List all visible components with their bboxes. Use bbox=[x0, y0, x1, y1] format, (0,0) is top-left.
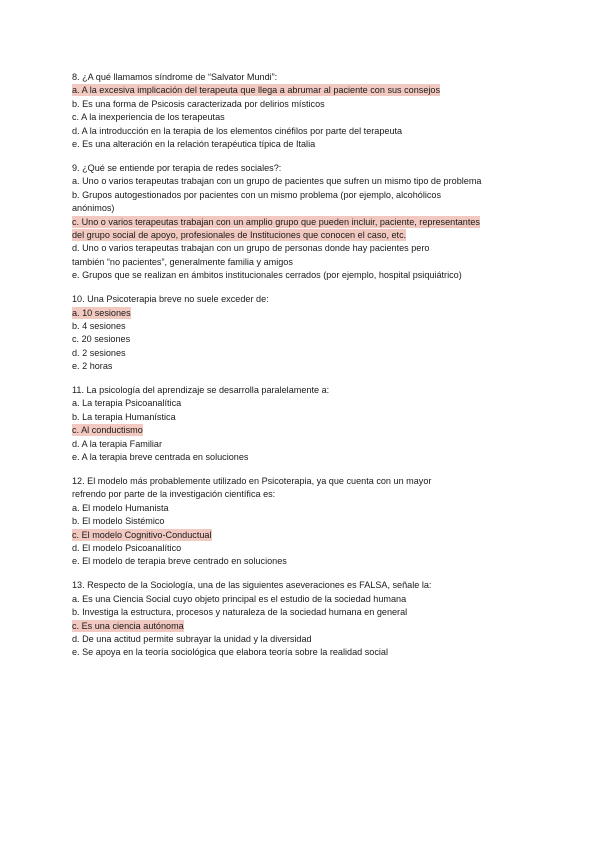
question-title: 8. ¿A qué llamamos síndrome de “Salvator Mundi”: bbox=[72, 72, 278, 82]
option-c bbox=[72, 620, 532, 633]
option-a: a. La terapia Psicoanalítica bbox=[72, 398, 182, 409]
question-10 bbox=[72, 293, 532, 373]
question-title: 12. El modelo más probablemente utilizado en Psicoterapia, ya que cuenta con un mayor bbox=[72, 475, 432, 486]
question-8 bbox=[72, 71, 532, 151]
option-a bbox=[72, 307, 532, 320]
option-d-cont: también “no pacientes”, generalmente familia y amigos bbox=[72, 256, 293, 267]
option-b: b. Es una forma de Psicosis caracterizada por delirios místicos bbox=[72, 98, 325, 109]
option-e: e. Se apoya en la teoría sociológica que elabora teoría sobre la realidad social bbox=[72, 647, 388, 658]
option-b: b. Investiga la estructura, procesos y naturaleza de la sociedad humana en general bbox=[72, 607, 408, 618]
option-a: a. Es una Ciencia Social cuyo objeto principal es el estudio de la sociedad humana bbox=[72, 593, 407, 604]
option-c bbox=[72, 529, 532, 542]
option-a bbox=[72, 84, 532, 97]
answer-highlight: c. Uno o varios terapeutas trabajan con un amplio grupo que pueden incluir, paciente, representantes bbox=[72, 216, 480, 227]
option-e: e. A la terapia breve centrada en soluciones bbox=[72, 452, 249, 463]
answer-highlight: c. Es una ciencia autónoma bbox=[72, 620, 184, 631]
option-b: b. El modelo Sistémico bbox=[72, 516, 165, 527]
option-c: c. A la inexperiencia de los terapeutas bbox=[72, 112, 225, 123]
option-d: d. Uno o varios terapeutas trabajan con un grupo de personas donde hay pacientes pero bbox=[72, 243, 430, 254]
question-12 bbox=[72, 475, 532, 569]
option-b: b. 4 sesiones bbox=[72, 320, 126, 331]
question-title: 11. La psicología del aprendizaje se desarrolla paralelamente a: bbox=[72, 385, 330, 396]
question-11 bbox=[72, 384, 532, 464]
option-c bbox=[72, 216, 532, 229]
answer-highlight: c. Al conductismo bbox=[72, 425, 143, 436]
option-b: b. Grupos autogestionados por pacientes con un mismo problema (por ejemplo, alcohólicos bbox=[72, 189, 442, 200]
option-d: d. A la terapia Familiar bbox=[72, 438, 162, 449]
option-e: e. 2 horas bbox=[72, 361, 113, 372]
document-page bbox=[72, 71, 532, 670]
answer-highlight: a. A la excesiva implicación del terapeuta que llega a abrumar al paciente con sus consejos bbox=[72, 85, 441, 96]
option-b: b. La terapia Humanística bbox=[72, 411, 176, 422]
answer-highlight: del grupo social de apoyo, profesionales de Instituciones que conocen el caso, etc. bbox=[72, 229, 407, 240]
question-title: 10. Una Psicoterapia breve no suele exceder de: bbox=[72, 294, 269, 305]
answer-highlight: c. El modelo Cognitivo-Conductual bbox=[72, 529, 212, 540]
question-13 bbox=[72, 579, 532, 659]
option-d: d. A la introducción en la terapia de los elementos cinéfilos por parte del terapeuta bbox=[72, 125, 403, 136]
option-d: d. 2 sesiones bbox=[72, 347, 126, 358]
option-e: e. Grupos que se realizan en ámbitos institucionales cerrados (por ejemplo, hospital psiquiátrico) bbox=[72, 270, 462, 281]
option-e: e. Es una alteración en la relación terapéutica típica de Italia bbox=[72, 139, 316, 150]
question-title-cont: refrendo por parte de la investigación científica es: bbox=[72, 489, 276, 500]
option-d: d. De una actitud permite subrayar la unidad y la diversidad bbox=[72, 633, 312, 644]
option-d: d. El modelo Psicoanalítico bbox=[72, 543, 182, 553]
option-c-cont bbox=[72, 229, 532, 242]
option-c: c. 20 sesiones bbox=[72, 334, 131, 345]
question-title: 13. Respecto de la Sociología, una de las siguientes aseveraciones es FALSA, señale la: bbox=[72, 580, 432, 591]
answer-highlight: a. 10 sesiones bbox=[72, 307, 131, 318]
option-a: a. Uno o varios terapeutas trabajan con un grupo de pacientes que sufren un mismo tipo de problema bbox=[72, 176, 482, 187]
question-9 bbox=[72, 162, 532, 283]
option-a: a. El modelo Humanista bbox=[72, 502, 169, 513]
question-title: 9. ¿Qué se entiende por terapia de redes sociales?: bbox=[72, 162, 282, 173]
option-c bbox=[72, 424, 532, 437]
option-e: e. El modelo de terapia breve centrado en soluciones bbox=[72, 556, 287, 567]
option-b-cont: anónimos) bbox=[72, 203, 115, 214]
